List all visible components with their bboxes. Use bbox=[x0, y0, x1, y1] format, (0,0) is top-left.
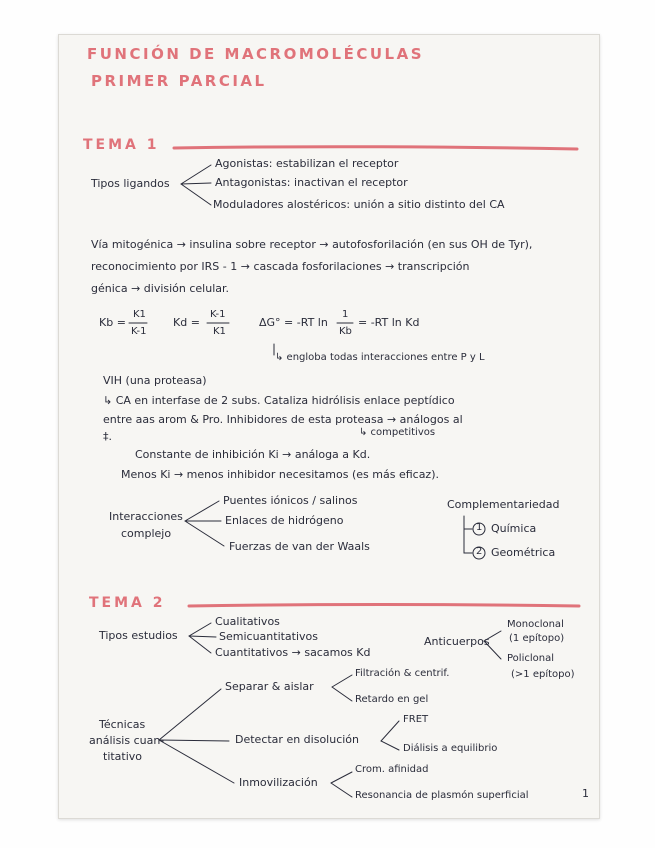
tecnicas-root-1: Técnicas bbox=[99, 718, 146, 731]
title-line-2: PRIMER PARCIAL bbox=[91, 72, 267, 90]
vih-line-4: Constante de inhibición Ki → análoga a Kd. bbox=[135, 448, 371, 461]
kb-label: Kb = bbox=[99, 316, 126, 329]
vih-competitivos: ↳ competitivos bbox=[359, 427, 436, 438]
tema2-heading: TEMA 2 bbox=[89, 595, 166, 611]
mitogenica-line-2: reconocimiento por IRS - 1 → cascada fosforilaciones → transcripción bbox=[91, 260, 470, 273]
tecnicas-inmovilizacion: Inmovilización bbox=[239, 776, 318, 789]
tema2-underline bbox=[189, 605, 579, 607]
title-line-1: FUNCIÓN DE MACROMOLÉCULAS bbox=[87, 45, 425, 63]
page-number: 1 bbox=[582, 787, 589, 800]
anticuerpos-mono-1: Monoclonal bbox=[507, 619, 564, 630]
inmovilizacion-item-1: Crom. afinidad bbox=[355, 764, 429, 775]
kd-label: Kd = bbox=[173, 316, 200, 329]
complementariedad-num-2: 2 bbox=[476, 546, 483, 557]
anticuerpos-root: Anticuerpos bbox=[424, 635, 490, 648]
estudios-item-1: Cualitativos bbox=[215, 615, 280, 628]
mitogenica-line-1: Vía mitogénica → insulina sobre receptor → autofosforilación (en sus OH de Tyr), bbox=[91, 238, 533, 251]
kb-numerator: K1 bbox=[133, 309, 146, 320]
interacciones-root-2: complejo bbox=[121, 527, 172, 540]
ligandos-item-3: Moduladores alostéricos: unión a sitio distinto del CA bbox=[213, 198, 505, 211]
tecnicas-root-3: titativo bbox=[103, 750, 143, 763]
vih-heading: VIH (una proteasa) bbox=[103, 374, 207, 387]
mitogenica-line-3: génica → división celular. bbox=[91, 282, 230, 295]
interacciones-item-3: Fuerzas de van der Waals bbox=[229, 540, 370, 553]
notes-page bbox=[58, 34, 600, 819]
tema1-heading: TEMA 1 bbox=[83, 137, 160, 153]
ligandos-root: Tipos ligandos bbox=[91, 177, 170, 190]
dg-right: = -RT ln Kd bbox=[358, 316, 420, 329]
detectar-item-1: FRET bbox=[403, 714, 429, 725]
dg-denominator: Kb bbox=[339, 326, 352, 337]
ligandos-item-2: Antagonistas: inactivan el receptor bbox=[215, 176, 408, 189]
ligandos-item-1: Agonistas: estabilizan el receptor bbox=[215, 157, 399, 170]
separar-item-1: Filtración & centrif. bbox=[355, 668, 450, 679]
formula-note: ↳ engloba todas interacciones entre P y L bbox=[275, 352, 485, 363]
vih-line-3: ‡. bbox=[103, 430, 112, 443]
anticuerpos-mono-2: (1 epítopo) bbox=[509, 633, 565, 644]
separar-item-2: Retardo en gel bbox=[355, 694, 429, 705]
tecnicas-detectar: Detectar en disolución bbox=[235, 733, 360, 746]
detectar-item-2: Diálisis a equilibrio bbox=[403, 743, 498, 754]
estudios-item-3: Cuantitativos → sacamos Kd bbox=[215, 646, 371, 659]
tecnicas-separar: Separar & aislar bbox=[225, 680, 314, 693]
vih-line-2: entre aas arom & Pro. Inhibidores de esta proteasa → análogos al bbox=[103, 413, 463, 426]
complementariedad-heading: Complementariedad bbox=[447, 498, 560, 511]
tema1-underline bbox=[174, 147, 577, 149]
complementariedad-num-1: 1 bbox=[476, 522, 483, 533]
interacciones-item-1: Puentes iónicos / salinos bbox=[223, 494, 358, 507]
vih-line-5: Menos Ki → menos inhibidor necesitamos (es más eficaz). bbox=[121, 468, 439, 481]
interacciones-item-2: Enlaces de hidrógeno bbox=[225, 514, 344, 527]
anticuerpos-poli-2: (>1 epítopo) bbox=[511, 669, 575, 680]
complementariedad-item-2: Geométrica bbox=[491, 546, 556, 559]
complementariedad-item-1: Química bbox=[491, 522, 537, 535]
kd-denominator: K1 bbox=[213, 326, 226, 337]
interacciones-root-1: Interacciones bbox=[109, 510, 183, 523]
estudios-root: Tipos estudios bbox=[99, 629, 178, 642]
tecnicas-root-2: análisis cuan- bbox=[89, 734, 165, 747]
dg-numerator: 1 bbox=[342, 309, 349, 320]
vih-line-1: ↳ CA en interfase de 2 subs. Cataliza hidrólisis enlace peptídico bbox=[103, 394, 455, 407]
inmovilizacion-item-2: Resonancia de plasmón superficial bbox=[355, 790, 529, 801]
kb-denominator: K-1 bbox=[131, 326, 147, 337]
kd-numerator: K-1 bbox=[210, 309, 226, 320]
dg-left: ΔG° = -RT ln bbox=[259, 316, 328, 329]
estudios-item-2: Semicuantitativos bbox=[219, 630, 319, 643]
anticuerpos-poli-1: Policlonal bbox=[507, 653, 554, 664]
